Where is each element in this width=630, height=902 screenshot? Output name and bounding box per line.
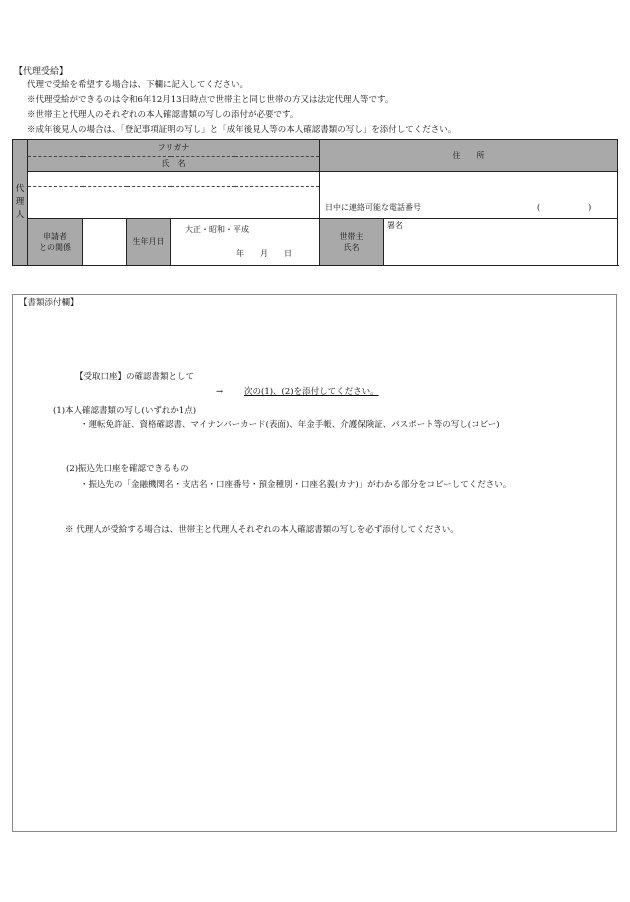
era-text: 大正・昭和・平成 <box>185 225 249 234</box>
address-label: 住 所 <box>452 150 485 160</box>
date-text: 年 月 日 <box>236 249 292 258</box>
proxy-side-label-cell <box>13 140 28 266</box>
phone-parens[interactable]: ( ) <box>537 203 592 212</box>
section-title-proxy: 【代理受給】 <box>14 67 69 77</box>
arrow-icon: → <box>216 387 224 397</box>
address-header <box>320 140 618 172</box>
proxy-side-label: 代理人 <box>15 184 25 220</box>
signature-cell[interactable] <box>384 219 618 266</box>
proxy-form-table <box>12 139 618 266</box>
relation-header <box>28 219 83 266</box>
name-label: 氏 名 <box>161 159 186 168</box>
name-header <box>28 157 320 172</box>
signature-label: 署名 <box>387 221 404 230</box>
attachment-box[interactable] <box>12 294 617 832</box>
instruction-line-4: ※成年後見人の場合は、「登記事項証明の写し」と「成年後見人等の本人確認書類の写し」を添付してください。 <box>27 125 457 135</box>
head-name-header <box>320 219 384 266</box>
item2-title: (2)振込先口座を確認できるもの <box>66 464 189 474</box>
birth-input-cell[interactable] <box>171 219 320 266</box>
phone-label: 日中に連絡可能な電話番号 <box>325 203 422 212</box>
relation-input-cell[interactable] <box>83 219 127 266</box>
head-name-label: 世帯主 氏名 <box>339 232 364 252</box>
name-input-cell[interactable] <box>28 187 320 219</box>
birth-label: 生年月日 <box>132 237 165 246</box>
furigana-input-cell[interactable] <box>28 172 320 187</box>
instruction-line-1: 代理で受給を希望する場合は、下欄に記入してください。 <box>27 80 249 90</box>
attachment-title: 【書類添付欄】 <box>19 298 79 308</box>
furigana-label: フリガナ <box>157 143 190 152</box>
address-phone-cell[interactable] <box>320 172 618 219</box>
instruction-line-2: ※代理受給ができるのは令和6年12月13日時点で世帯主と同じ世帯の方又は法定代理人等です。 <box>27 95 394 105</box>
instruction-line-3: ※世帯主と代理人のそれぞれの本人確認書類の写しの添付が必要です。 <box>27 110 299 120</box>
attachment-intro: 【受取口座】の確認書類として <box>75 372 195 382</box>
attachment-instruction: 次の(1)、(2)を添付してください。 <box>244 387 379 397</box>
item2-detail: ・振込先の「金融機関名・支店名・口座番号・預金種別・口座名義(カナ)」がわかる部分をコピーしてください。 <box>80 480 512 490</box>
furigana-header <box>28 140 320 157</box>
attachment-note: ※ 代理人が受給する場合は、世帯主と代理人それぞれの本人確認書類の写しを必ず添付してください。 <box>65 525 459 535</box>
item1-title: (1)本人確認書類の写し(いずれか1点) <box>53 406 197 416</box>
birth-header <box>127 219 171 266</box>
item1-detail: ・運転免許証、資格確認書、マイナンバーカード(表面)、年金手帳、介護保険証、パスポート等の写し(コピー) <box>80 420 500 430</box>
relation-label: 申請者 との関係 <box>39 232 71 252</box>
